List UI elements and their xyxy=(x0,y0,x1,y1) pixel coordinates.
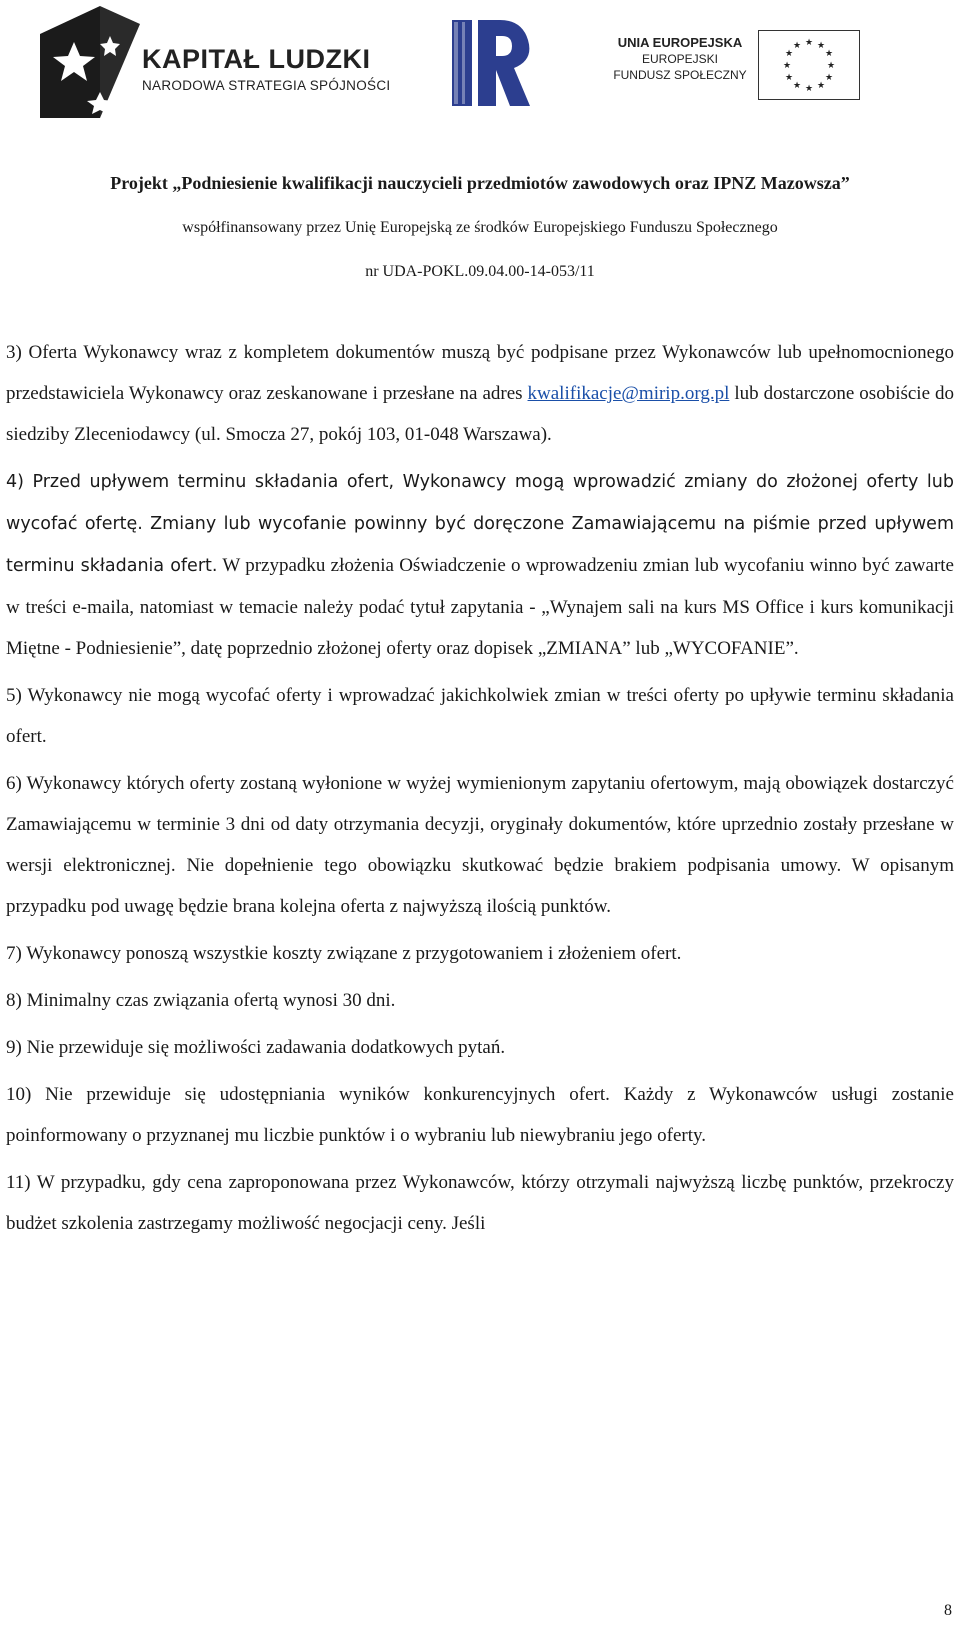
document-body xyxy=(6,332,954,1250)
paragraph-4-text-sans: 4) Przed upływem terminu składania ofert, Wykonawcy mogą wprowadzić zmiany do złożonej oferty lub wycofać ofertę. Zmiany lub wycofanie powinny być doręczone Zamawiającemu na piśmie przed upływem terminu składania ofert. xyxy=(6,472,954,576)
eu-flag-icon xyxy=(758,30,860,100)
svg-text:★: ★ xyxy=(784,48,794,58)
kapital-ludzki-subtitle: NARODOWA STRATEGIA SPÓJNOŚCI xyxy=(142,78,391,93)
paragraph-11: 11) W przypadku, gdy cena zaproponowana przez Wykonawców, którzy otrzymali najwyższą liczbę punktów, przekroczy budżet szkolenia zastrzegamy możliwość negocjacji ceny. Jeśli xyxy=(6,1172,954,1234)
kapital-ludzki-logo xyxy=(40,6,440,116)
eu-line-2: EUROPEJSKI xyxy=(641,52,719,66)
irp-logo xyxy=(450,18,540,108)
paragraph-5: 5) Wykonawcy nie mogą wycofać oferty i wprowadzać jakichkolwiek zmian w treści oferty po upływie terminu składania ofert. xyxy=(6,685,954,747)
svg-text:★: ★ xyxy=(816,80,826,90)
eu-line-3: FUNDUSZ SPOŁECZNY xyxy=(613,68,747,82)
paragraph-6: 6) Wykonawcy których oferty zostaną wyłonione w wyżej wymienionym zapytaniu ofertowym, mają obowiązek dostarczyć Zamawiającemu w terminie 3 dni od daty otrzymania decyzji, oryginały dokumentów, które uprzednio zostały przesłane w wersji elektronicznej. Nie dopełnienie tego obowiązku skutkować będzie brakiem podpisania umowy. W opisanym przypadku pod uwagę będzie brana kolejna oferta z najwyższą ilością punktów. xyxy=(6,773,954,917)
svg-text:★: ★ xyxy=(824,72,834,82)
svg-text:★: ★ xyxy=(792,40,802,50)
svg-text:★: ★ xyxy=(824,48,834,58)
svg-text:★: ★ xyxy=(826,60,836,70)
kapital-ludzki-title: KAPITAŁ LUDZKI xyxy=(142,44,371,74)
paragraph-3-text-before: 3) Oferta Wykonawcy wraz z kompletem dokumentów muszą być podpisane przez Wykonawców lub upełnomocnionego przedstawiciela Wykonawcy oraz zeskanowane i przesłane na adres xyxy=(6,342,954,404)
paragraph-3-text-after: lub dostarczone osobiście do siedziby Zleceniodawcy (ul. Smocza 27, pokój 103, 01-048 Warszawa). xyxy=(6,383,954,445)
kapital-ludzki-star-icon xyxy=(40,6,140,118)
paragraph-4-text-serif: W przypadku złożenia Oświadczenie o wprowadzeniu zmian lub wycofaniu winno być zawarte w treści e-maila, natomiast w temacie należy podać tytuł zapytania - „Wynajem sali na kurs MS Office i kurs komunikacji Miętne - Podniesienie”, datę poprzednio złożonej oferty oraz dopisek „ZMIANA” lub „WYCOFANIE”. xyxy=(6,555,954,659)
svg-text:★: ★ xyxy=(784,72,794,82)
eu-logo-text xyxy=(612,34,748,83)
paragraph-3 xyxy=(6,332,954,455)
paragraph-7: 7) Wykonawcy ponoszą wszystkie koszty związane z przygotowaniem i złożeniem ofert. xyxy=(6,943,682,964)
svg-text:★: ★ xyxy=(792,80,802,90)
paragraph-4 xyxy=(6,461,954,669)
svg-text:★: ★ xyxy=(804,83,814,93)
svg-text:★: ★ xyxy=(782,60,792,70)
paragraph-9: 9) Nie przewiduje się możliwości zadawania dodatkowych pytań. xyxy=(6,1037,506,1058)
paragraph-8: 8) Minimalny czas związania ofertą wynosi 30 dni. xyxy=(6,990,396,1011)
project-number: nr UDA-POKL.09.04.00-14-053/11 xyxy=(365,263,595,280)
cofinancing-line: współfinansowany przez Unię Europejską ze środków Europejskiego Funduszu Społecznego xyxy=(182,219,778,236)
svg-text:★: ★ xyxy=(816,40,826,50)
eu-logo xyxy=(612,30,862,110)
logo-bar xyxy=(0,0,960,165)
paragraph-10: 10) Nie przewiduje się udostępniania wyników konkurencyjnych ofert. Każdy z Wykonawców usługi zostanie poinformowany o przyznanej mu liczbie punktów i o wybraniu lub niewybraniu jego oferty. xyxy=(6,1084,954,1146)
page-number: 8 xyxy=(944,1602,952,1619)
svg-text:★: ★ xyxy=(804,37,814,47)
eu-line-1: UNIA EUROPEJSKA xyxy=(617,35,743,50)
project-title: Projekt „Podniesienie kwalifikacji nauczycieli przedmiotów zawodowych oraz IPNZ Mazowsza” xyxy=(110,173,850,193)
email-link[interactable]: kwalifikacje@mirip.org.pl xyxy=(527,383,730,404)
project-header xyxy=(0,172,960,282)
